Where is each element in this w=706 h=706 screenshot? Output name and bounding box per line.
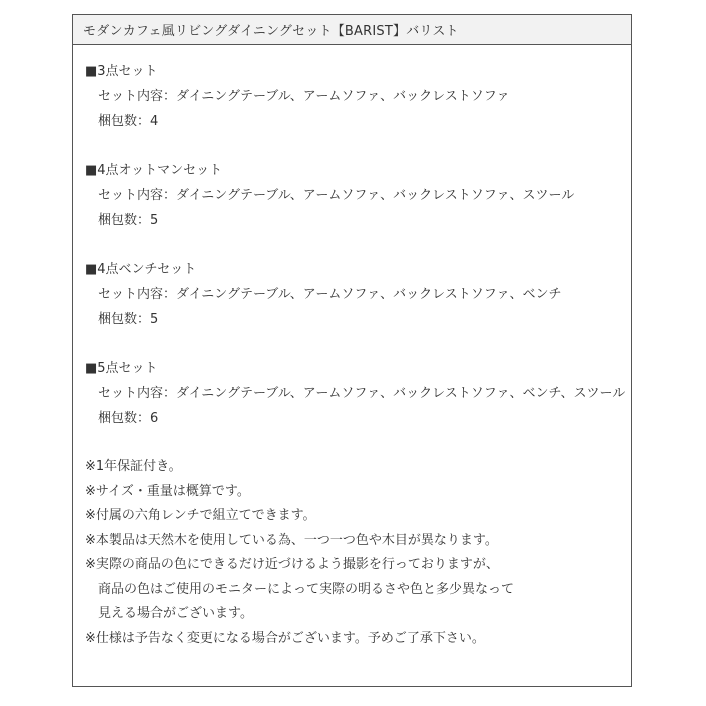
product-spec-card [72, 14, 632, 687]
set-package-count: 梱包数：5 [98, 213, 159, 228]
set-title: ■5点セット [85, 361, 158, 376]
note-size-weight: ※サイズ・重量は概算です。 [85, 483, 250, 499]
note-warranty: ※1年保証付き。 [85, 459, 182, 474]
set-4-piece-ottoman [85, 158, 631, 233]
set-title: ■4点ベンチセット [85, 262, 197, 277]
set-3-piece [85, 59, 631, 134]
set-contents: セット内容：ダイニングテーブル、アームソファ、バックレストソファ、スツール [98, 188, 575, 203]
note-color-continued: 商品の色はご使用のモニターによって実際の明るさや色と多少異なって [98, 581, 515, 597]
note-natural-wood: ※本製品は天然木を使用している為、一つ一つ色や木目が異なります。 [85, 532, 498, 548]
note-color: ※実際の商品の色にできるだけ近づけるよう撮影を行っておりますが、 [85, 557, 499, 572]
product-title: モダンカフェ風リビングダイニングセット【BARIST】バリスト [83, 24, 459, 39]
set-package-count: 梱包数：6 [98, 411, 159, 426]
set-title: ■3点セット [85, 64, 158, 79]
set-5-piece [85, 356, 631, 431]
note-specification-change: ※仕様は予告なく変更になる場合がございます。予めご了承下さい。 [85, 630, 485, 646]
set-contents: セット内容：ダイニングテーブル、アームソファ、バックレストソファ、ベンチ [98, 287, 562, 302]
notes-section [85, 455, 631, 651]
card-header [73, 15, 631, 45]
set-package-count: 梱包数：5 [98, 312, 159, 327]
set-title: ■4点オットマンセット [85, 163, 223, 178]
card-body [73, 45, 631, 651]
note-assembly: ※付属の六角レンチで組立てできます。 [85, 508, 316, 523]
set-contents: セット内容：ダイニングテーブル、アームソファ、バックレストソファ、ベンチ、スツール [98, 386, 626, 401]
set-package-count: 梱包数：4 [98, 114, 159, 129]
set-4-piece-bench [85, 257, 631, 332]
set-contents: セット内容：ダイニングテーブル、アームソファ、バックレストソファ [98, 89, 510, 104]
note-color-continued: 見える場合がございます。 [98, 606, 253, 621]
